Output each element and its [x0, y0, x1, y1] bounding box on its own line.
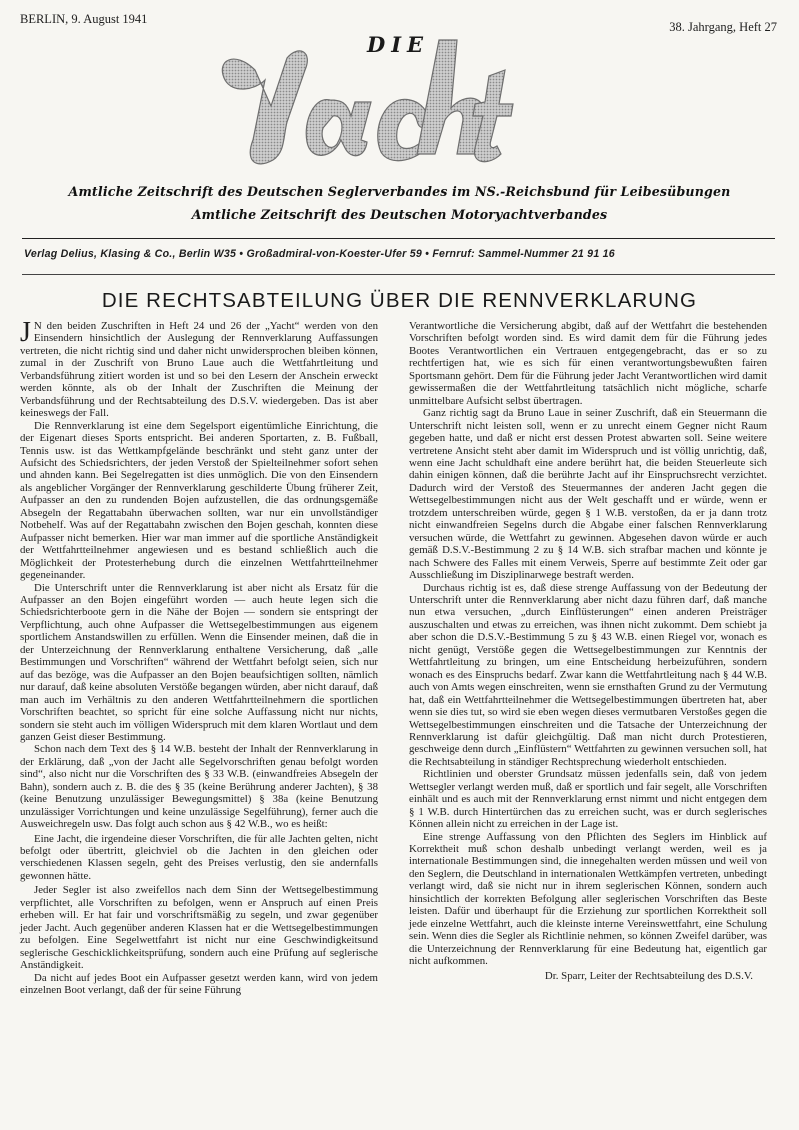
paragraph: Schon nach dem Text des § 14 W.B. besteht der Inhalt der Rennverklarung in der Erklärung, daß „von der Jacht alle Segelvorschriften genau befolgt worden sind“, also nicht nur die Vorschriften des § 33 W.B. (einwandfreies Absegeln der Bahn), sondern auch z. B. die des § 35 (keine Berührung anderer Jachten), § 38 (keine Benutzung unzulässiger Bewegungsmittel) § 38a (keine Benutzung unzulässiger Vorrichtungen und keine unzulässige Segelführung), ferner auch die Ausweichregeln usw. Das folgt auch schon aus § 42 W.B., wo es heißt: — [20, 743, 378, 831]
paragraph: Eine strenge Auffassung von den Pflichten des Seglers im Hinblick auf Korrektheit muß schon deshalb unbedingt verlangt werden, weil es ja internationale Bestimmungen sind, die innegehalten werden müssen und weil von den Seglern, die Deutschland in internationalen Wettkämpfen vertreten, unbedingt verlangt wird, daß sie nicht nur in ihrem seglerischen Können, sondern auch hinsichtlich der korrekten Befolgung aller seglerischen Vorschriften das Beste leisten. Dafür und überhaupt für die Erziehung zur sportlichen Korrektheit soll jede einzelne Wettfahrt, auch die kleinste interne Vereinswettfahrt, eine Schulung sein. Wenn dies die Segler als Richtlinie nehmen, so können Zweifel darüber, was die Unterzeichnung der Rennverklarung für eine Bedeutung hat, eigentlich gar nicht aufkommen. — [409, 830, 767, 968]
article-title: DIE RECHTSABTEILUNG ÜBER DIE RENNVERKLARUNG — [101, 289, 698, 312]
article-column-left — [20, 317, 378, 997]
paragraph: Jeder Segler ist also zweifellos nach dem Sinn der Wettsegelbestimmung verpflichtet, alle Vorschriften zu befolgen, wenn er Anspruch auf einen Preis erheben will. Er hat fair und vorschriftsmäßig zu segeln, und zwar gegenüber jeder Jacht. Auch gegenüber anderen Klassen hat er die Wettsegelbestimmungen zu befolgen. Eine Segelwettfahrt ist nicht nur eine Geschwindigkeitsund seglerische Geschicklichkeitsprüfung, sondern auch eine Prüfung auf seglerische Anständigkeit. — [20, 884, 378, 972]
divider — [22, 238, 775, 239]
paragraph: Durchaus richtig ist es, daß diese strenge Auffassung von der Bedeutung der Unterschrift unter die Rennverklarung aber nicht dazu führen darf, daß manche nun etwa versuchen, „durch Einflüsterungen“ einen anderen Preisträger auszuschalten und etwas zu erreichen, was ihnen nicht zukommt. Dem schiebt ja aber schon die D.S.V.-Bestimmung 5 zu § 43 W.B. einen Riegel vor, wonach es nicht genügt, Verstöße gegen die Wettsegelbestimmungen zur Kenntnis der Wettfahrtleitung zu bringen, um eine Entscheidung herbeizuführen, sondern wonach es des Einspruchs bedarf. Zwar kann die Wettfahrtleitung nach § 44 W.B. auch von Amts wegen einschreiten, wenn sie ernsthaften Grund zu der Vermutung hat, daß ein Wettfahrtteilnehmer die Wettsegelbestimmungen übertreten hat, aber wenn sie dies tut, so wird sie eben wegen dieses vermutbaren Verstoßes gegen die Wettsegelbestimmungen einschreiten und die Tatsache der Unterzeichnung der Rennverklarung ist dafür gleichgültig. Daß man nicht durch Protestieren, geschweige denn durch „Einflüstern“ Wettfahrten zu gewinnen versuchen soll, hat die Rechtsabteilung in ständiger Rechtsprechung wiederholt entschieden. — [409, 581, 767, 768]
volume-issue: 38. Jahrgang, Heft 27 — [669, 20, 777, 34]
publisher-line: Verlag Delius, Klasing & Co., Berlin W35 • Großadmiral-von-Koester-Ufer 59 • Fernruf: Sammel-Nummer 21 91 16 — [24, 248, 615, 260]
paragraph: Die Unterschrift unter die Rennverklarung ist aber nicht als Ersatz für die Aufpasser an den Bojen eingeführt worden — auch heute legen sich die Schiedsrichterboote gern in die Nähe der Bojen — sondern sie entspringt der Verpflichtung, auch ohne Aufpasser die Wettsegelbestimmungen aus eigenem sportlichem Anstandswillen zu erfüllen. Wenn die Einsender meinen, daß die in der Unterzeichnung der Rennverklarung enthaltene Versicherung, daß „alle Bestimmungen und Vorschriften“ während der Wettfahrt befolgt seien, sich nur auf das bezöge, was die Aufpasser an den Bojen beaufsichtigen sollten, nämlich nur darauf, daß keine absoluten Verstöße begangen würden, aber nicht darauf, daß man auch im Verhältnis zu den anderen Wettfahrtteilnehmern die sportlichen Vorschriften beachtet, so spricht für eine solche Auffassung nicht nur nichts, sondern sie steht auch im völligen Widerspruch mit dem klaren Wortlaut und dem ganzen Geist dieser Bestimmung. — [20, 581, 378, 743]
article-column-right — [409, 320, 767, 982]
paragraph: Verantwortliche die Versicherung abgibt, daß auf der Wettfahrt die bestehenden Vorschriften befolgt worden sind. Es wird damit dem für die Führung jedes Bootes Verantwortlichen ein Vertrauen entgegengebracht, das er so zu rechtfertigen hat, wie es sich für einen verantwortungsbewußten fairen Sportsmann gehört. Dem für die Führung jeder Jacht Verantwortlichen wird damit gewissermaßen die der Wettfahrtleitung tatsächlich nicht mögliche, scharfe unmittelbare Aufsicht selbst übertragen. — [409, 320, 767, 407]
paragraph: Richtlinien und oberster Grundsatz müssen jedenfalls sein, daß von jedem Wettsegler verlangt werden muß, daß er sportlich und fair segelt, alle Vorschriften einhält und es auch mit der Rennverklarung ernst nimmt und nicht entgegen dem § 1 W.B. durch Hintertürchen das zu erreichen sucht, was er durch seglerisches Können allein nicht zu erreichen in der Lage ist. — [409, 768, 767, 831]
drop-cap: J — [20, 317, 31, 348]
issue-date: BERLIN, 9. August 1941 — [20, 12, 148, 26]
paragraph: Ganz richtig sagt da Bruno Laue in seiner Zuschrift, daß ein Steuermann die Unterschrift nicht leisten soll, wenn er zu unrecht einem Gegner nicht Raum gegeben hatte, und daß er nicht erst dessen Protest abwarten soll. Seine weitere vertretene Ansicht steht aber damit im Widerspruch und ist völlig unrichtig, daß, wenn eine Jacht schuldhaft eine andere berührt hat, die beiden Steuerleute sich dahin einigen können, daß die berührte Jacht auf ihr Einspruchsrecht verzichtet. Dadurch wird der Verstoß des Steuermannes der anderen Jacht gegen die Wettsegelbestimmungen nicht aus der Welt geschafft und er würde, wenn er trotzdem unterschreiben würde, gegen § 1 W.B. verstoßen, da er ja dann trotz nicht einwandfreien Segelns durch die Abgabe einer falschen Rennverklarung versuchen würde, die Wettfahrt zu gewinnen. Abgesehen davon würde er auch gemäß D.S.V.-Bestimmung 2 zu § 14 W.B. sich strafbar machen und könnte je nach Schwere des Falles mit einem Verweis, Sperre auf bestimmte Zeit oder gar Ausschließung im Disziplinarwege bestraft werden. — [409, 407, 767, 582]
paragraph: Da nicht auf jedes Boot ein Aufpasser gesetzt werden kann, wird von jedem einzelnen Boot verlangt, daß der für seine Führung — [20, 971, 378, 997]
masthead — [195, 30, 595, 180]
signature: Dr. Sparr, Leiter der Rechtsabteilung des D.S.V. — [544, 969, 753, 982]
masthead-subtitle-2: Amtliche Zeitschrift des Deutschen Motoryachtverbandes — [191, 207, 608, 222]
masthead-die: DIE — [367, 32, 430, 57]
divider — [22, 274, 775, 275]
paragraph: Die Rennverklarung ist eine dem Segelsport eigentümliche Einrichtung, die der Eigenart dieses Sports entspricht. Bei anderen Sportarten, z. B. Fußball, Tennis usw. ist das Wettkampfgelände beschränkt und steht ganz unter der Aufsicht des Schiedsrichters, der jeden Verstoß der Spielteilnehmer sofort sehen und ahnden kann. Bei Segelregatten ist dies unmöglich. Die von den Einsendern als angeblicher Vorgänger der Rennverklarung geschilderte Übung früherer Zeit, Aufpasser an den zu rundenden Bojen aufzustellen, die das ordnungsgemäße Absegeln der Regattabahn überwachen sollten, war nur ein unvollständiger Notbehelf. Was auf der Regattabahn zwischen den Bojen geschah, konnten diese Aufpasser nicht bemerken. Hier war man immer auf die sportliche Anständigkeit der Wettfahrtteilnehmer angewiesen und es bestand schließlich auch die Möglichkeit der Protesterhebung durch die einzelnen Wettfahrtteilnehmer gegeneinander. — [20, 419, 378, 582]
quoted-rule: Eine Jacht, die irgendeine dieser Vorschriften, die für alle Jachten gelten, nicht befolgt oder übertritt, gleichviel ob die Jachten in den gleichen oder verschiedenen Klassen segeln, geht des Preises verlustig, den sie andernfalls gewonnen hätte. — [20, 832, 378, 882]
masthead-subtitle-1: Amtliche Zeitschrift des Deutschen Seglerverbandes im NS.-Reichsbund für Leibesübungen — [68, 184, 731, 199]
paragraph: J N den beiden Zuschriften in Heft 24 und 26 der „Yacht“ werden von den Einsendern hinsichtlich der Auslegung der Rennverklarung Auffassungen vertreten, die nicht richtig sind und daher nicht unwidersprochen bleiben können, zumal in der Zuschrift von Bruno Laue auch die Wettfahrtleitung und Verbandsführung zitiert worden ist und so bei den Lesern der Anschein erweckt werden könnte, als ob der Inhalt der Zuschriften die Meinung der Verbandsführung und der Rechtsabteilung des D.S.V. wiedergeben. Das ist aber keineswegs der Fall. — [20, 317, 378, 420]
